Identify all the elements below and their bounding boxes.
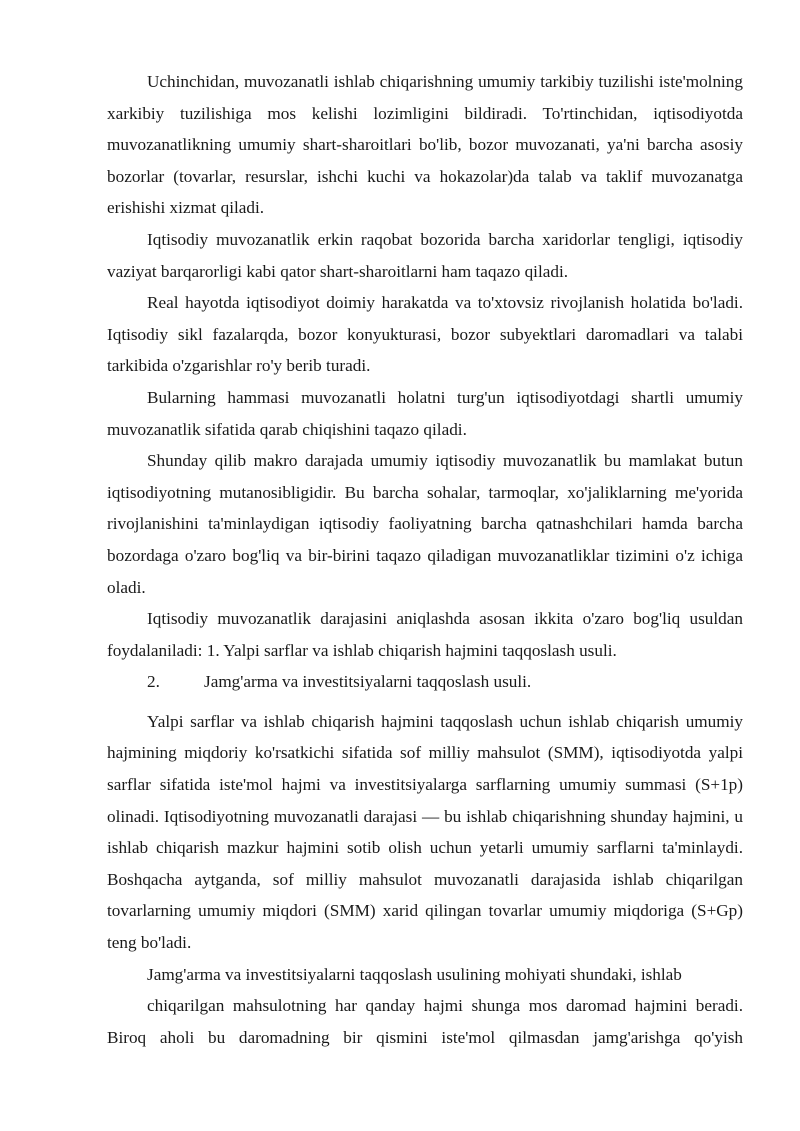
paragraph-4: Bularning hammasi muvozanatli holatni turg'un iqtisodiyotdagi shartli umumiy muvozanatlik sifatida qarab chiqishini taqazo qiladi.: [107, 387, 743, 439]
numbered-list-item: [107, 666, 743, 698]
list-item-text: Jamg'arma va investitsiyalarni taqqoslash usuli.: [204, 672, 532, 692]
spacer: [107, 698, 743, 706]
paragraph-1: Uchinchidan, muvozanatli ishlab chiqarishning umumiy tarkibiy tuzilishi iste'molning xarkibiy tuzilishiga mos kelishi lozimligini bildiradi. To'rtinchidan, iqtisodiyotda muvozanatlikning umumiy shart-sharoitlari bo'lib, bozor muvozanati, ya'ni barcha asosiy bozorlar (tovarlar, resurslar, ishchi kuchi va hokazolar)da talab va taklif muvozanatga erishishi xizmat qiladi.: [107, 72, 743, 218]
paragraph-3: Real hayotda iqtisodiyot doimiy harakatda va to'xtovsiz rivojlanish holatida bo'ladi. Iqtisodiy sikl fazalarqda, bozor konyukturasi, bozor subyektlari daromadlari va talabi tarkibida o'zgarishlar ro'y berib turadi.: [107, 293, 743, 376]
document-page: [107, 66, 743, 1053]
paragraph-9: chiqarilgan mahsulotning har qanday hajmi shunga mos daromad hajmini beradi. Biroq aholi bu daromadning bir qismini iste'mol qilmasdan jamg'arishga qo'yish: [107, 996, 743, 1047]
list-item-number: 2.: [147, 672, 160, 692]
paragraph-2: Iqtisodiy muvozanatlik erkin raqobat bozorida barcha xaridorlar tengligi, iqtisodiy vaziyat barqarorligi kabi qator shart-sharoitlarni ham taqazo qiladi.: [107, 229, 743, 281]
paragraph-8: Jamg'arma va investitsiyalarni taqqoslash usulining mohiyati shundaki, ishlab: [147, 964, 682, 984]
paragraph-5: Shunday qilib makro darajada umumiy iqtisodiy muvozanatlik bu mamlakat butun iqtisodiyotning mutanosibligidir. Bu barcha sohalar, tarmoqlar, xo'jaliklarning me'yorida rivojlanishini ta'minlaydigan iqtisodiy faoliyatning barcha qatnashchilari hamda barcha bozordaga o'zaro bog'liq va bir-birini taqazo qiladigan muvozanatliklar tizimini o'z ichiga oladi.: [107, 451, 743, 597]
paragraph-6: Iqtisodiy muvozanatlik darajasini aniqlashda asosan ikkita o'zaro bog'liq usuldan foydalaniladi: 1. Yalpi sarflar va ishlab chiqarish hajmini taqqoslash usuli.: [107, 609, 743, 660]
paragraph-7: Yalpi sarflar va ishlab chiqarish hajmini taqqoslash uchun ishlab chiqarish umumiy hajmining miqdoriy ko'rsatkichi sifatida sof milliy mahsulot (SMM), iqtisodiyotda yalpi sarflar sifatida iste'mol hajmi va investitsiyalarga sarflarning umumiy summasi (S+1p) olinadi. Iqtisodiyotning muvozanatli darajasi — bu ishlab chiqarishning shunday hajmini, u ishlab chiqarish mazkur hajmini sotib olish uchun yetarli umumiy sarflarni ta'minlaydi. Boshqacha aytganda, sof milliy mahsulot muvozanatli darajasida ishlab chiqarilgan tovarlarning umumiy miqdori (SMM) xarid qilingan tovarlar umumiy miqdoriga (S+Gp) teng bo'ladi.: [107, 711, 743, 953]
